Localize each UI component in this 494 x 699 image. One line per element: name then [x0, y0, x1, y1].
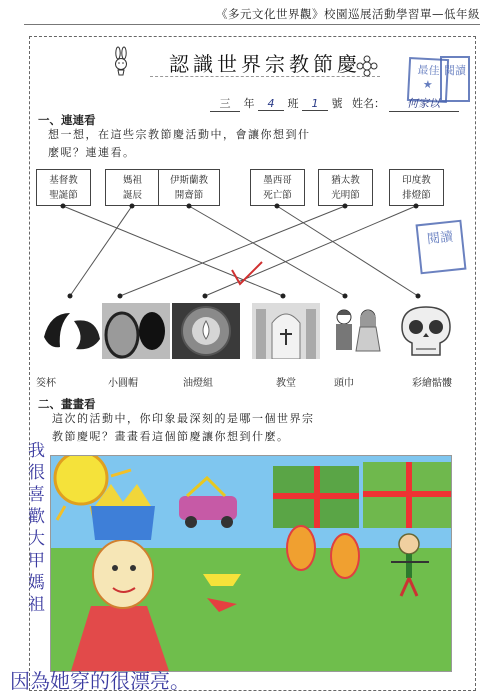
festival-line: 伊斯蘭教 — [169, 175, 208, 186]
handwritten-answer-vertical: 我很喜歡大甲媽祖 — [28, 441, 45, 615]
item-label: 彩繪骷髏 — [412, 378, 452, 389]
festival-line: 基督教 — [49, 175, 78, 186]
item-label: 筊杯 — [36, 378, 56, 389]
handwritten-answer-bottom: 因為她穿的很漂亮。 — [10, 669, 190, 693]
festival-line: 墨西哥 — [263, 175, 292, 186]
festival-line: 誕辰 — [122, 190, 142, 201]
stamp-text: 最佳 — [417, 63, 440, 78]
section2-heading: 二、畫畫看 — [38, 397, 96, 411]
item-label: 小圓帽 — [108, 378, 138, 389]
item-label: 教堂 — [276, 378, 296, 389]
oil-lamp-image — [172, 303, 240, 359]
class-label: 班 — [287, 97, 299, 110]
number-label: 號 — [331, 97, 343, 110]
reading-stamp: 最佳 ★ — [407, 57, 449, 103]
festival-line: 光明節 — [331, 190, 360, 201]
section2-prompt — [52, 410, 315, 446]
stamp-text: 閱讀 — [426, 229, 454, 248]
child-drawing — [50, 455, 452, 672]
festival-line: 印度教 — [402, 175, 431, 186]
festival-line: 媽祖 — [122, 175, 142, 186]
item-label: 頭巾 — [334, 378, 354, 389]
kippah-image — [102, 303, 170, 359]
worksheet-header: 《多元文化世界觀》校園巡展活動學習單—低年級 — [216, 7, 480, 21]
page-title: 認識世界宗教節慶 — [169, 52, 361, 76]
number-value: 1 — [302, 97, 328, 111]
painted-skull-image — [392, 303, 460, 359]
prompt-line: 麼呢？連連看。 — [48, 146, 136, 159]
stamp-text: 閱讀 — [444, 64, 466, 77]
festival-line: 開齋節 — [174, 190, 204, 201]
item-label: 油燈組 — [183, 378, 213, 389]
section1-heading: 一、連連看 — [38, 113, 96, 127]
festival-line: 猶太教 — [331, 175, 360, 186]
class-value: 4 — [258, 97, 284, 111]
reading-stamp — [416, 220, 467, 275]
moon-blocks-image — [36, 303, 104, 359]
name-label: 姓名： — [352, 97, 385, 110]
headscarf-image — [322, 303, 390, 359]
prompt-line: 想一想，在這些宗教節慶活動中，會讓你想到什 — [48, 128, 311, 141]
grade-label: 年 — [243, 97, 255, 110]
name-value: 何家以 — [389, 95, 459, 112]
prompt-line: 教節慶呢？畫畫看這個節慶讓你想到什麼。 — [52, 430, 290, 443]
prompt-line: 這次的活動中，你印象最深刻的是哪一個世界宗 — [52, 412, 315, 425]
church-image — [252, 303, 320, 359]
festival-line: 死亡節 — [263, 190, 292, 201]
grade-value: 三 — [210, 95, 240, 112]
festival-line: 排燈節 — [402, 190, 431, 201]
festival-line: 聖誕節 — [49, 190, 78, 201]
